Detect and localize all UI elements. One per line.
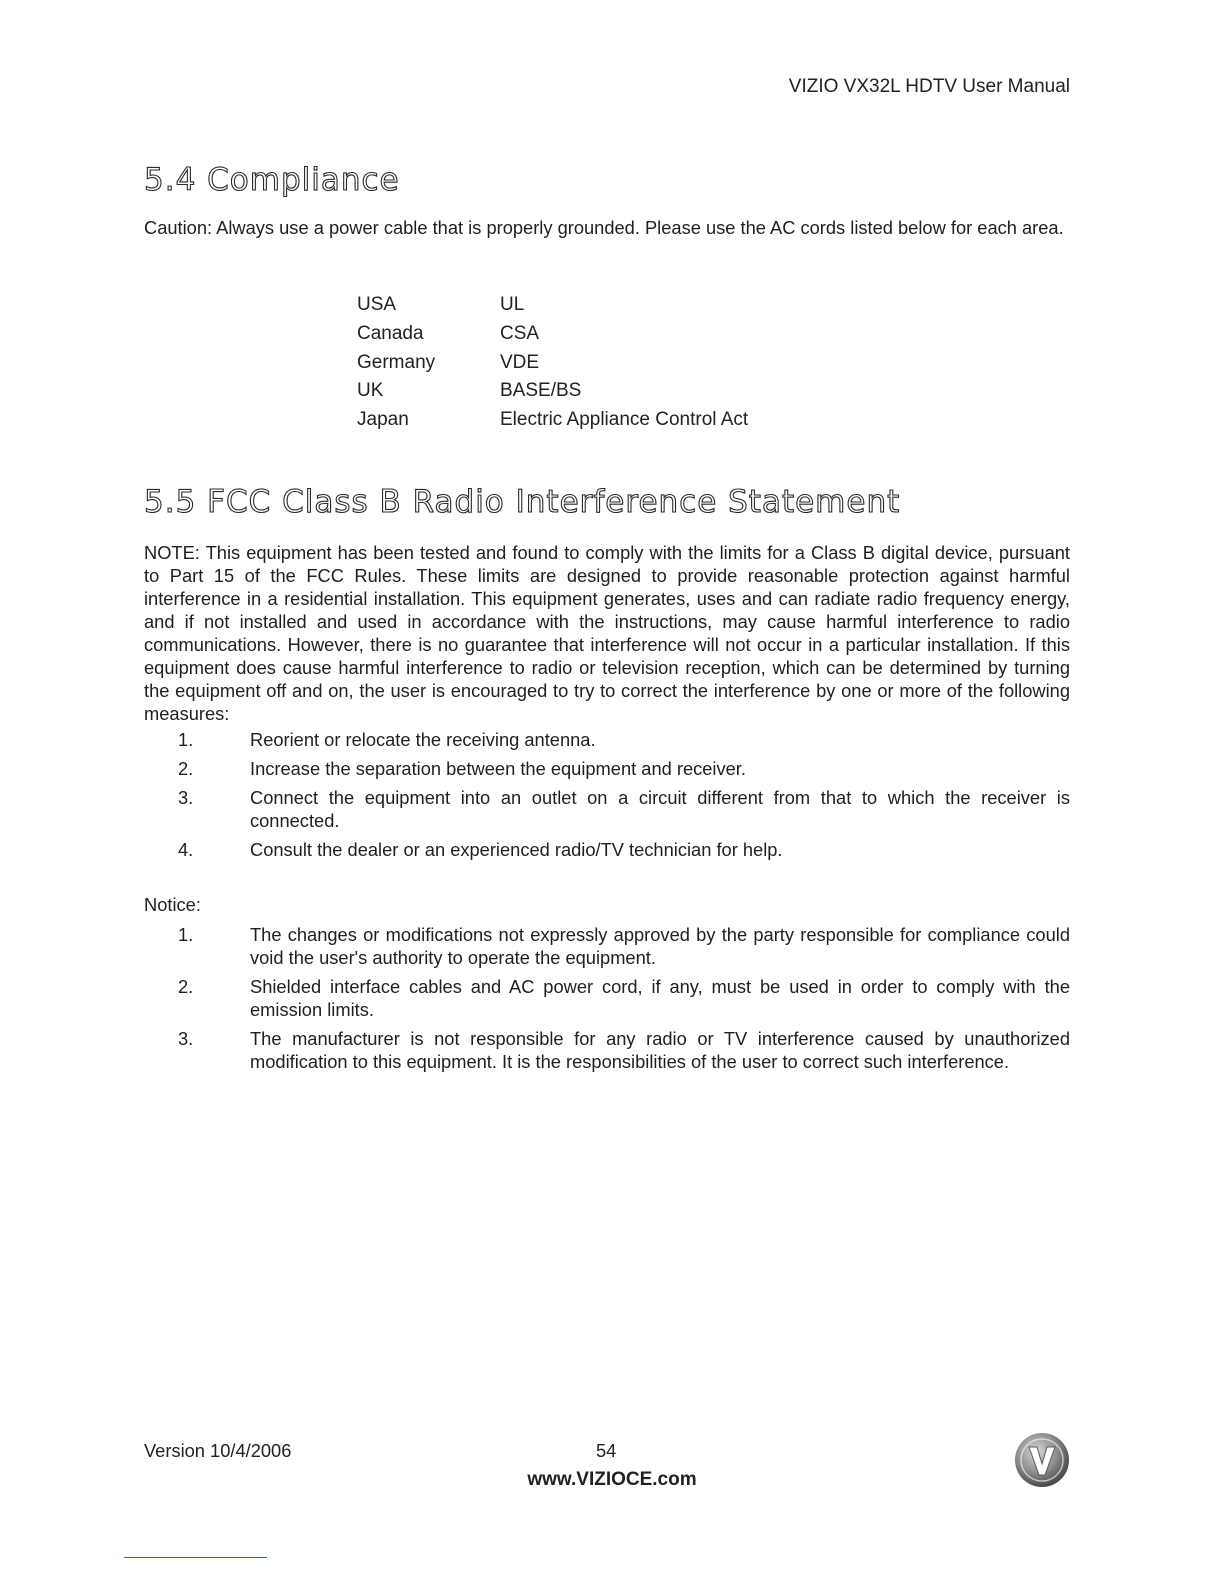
cord-region: Japan [357,409,409,431]
table-row [357,294,748,323]
cord-region: Canada [357,322,424,344]
list-item [144,1027,1070,1073]
table-row [357,323,748,352]
footer-version: Version 10/4/2006 [144,1440,292,1461]
footer-url: www.VIZIOCE.com [527,1469,697,1490]
list-text: Reorient or relocate the receiving antenna. [250,729,596,750]
table-row [357,380,748,409]
caution-paragraph: Caution: Always use a power cable that is properly grounded. Please use the AC cords listed below for each area. [144,217,1064,238]
fcc-note-paragraph: NOTE: This equipment has been tested and found to comply with the limits for a Class B digital device, pursuant to Part 15 of the FCC Rules. These limits are designed to provide reasonable protection against harmful interference in a residential installation. This equipment generates, uses and can radiate radio frequency energy, and if not installed and used in accordance with the instructions, may cause harmful interference to radio communications. However, there is no guarantee that interference will not occur in a particular installation. If this equipment does cause harmful interference to radio or television reception, which can be determined by turning the equipment off and on, the user is encouraged to try to correct the interference by one or more of the following measures: [144,542,1070,724]
list-item [144,975,1070,1021]
cord-standard: Electric Appliance Control Act [500,409,749,431]
list-text: Shielded interface cables and AC power cord, if any, must be used in order to comply with the emission limits. [250,976,1070,1020]
running-header: VIZIO VX32L HDTV User Manual [788,76,1070,97]
list-number: 2. [178,976,194,997]
cord-region: UK [357,380,384,402]
list-text: Consult the dealer or an experienced radio/TV technician for help. [250,839,783,860]
cord-standard: CSA [500,322,540,344]
list-text: The manufacturer is not responsible for any radio or TV interference caused by unauthorized modification to this equipment. It is the responsibilities of the user to correct such interference. [250,1028,1070,1072]
list-item [144,786,1070,832]
cord-region: Germany [357,351,436,373]
notice-label: Notice: [144,894,201,915]
cord-standard: VDE [500,351,540,373]
table-row [357,409,748,438]
list-text: The changes or modifications not expressly approved by the party responsible for compliance could void the user's authority to operate the equipment. [250,924,1070,968]
cord-standard: BASE/BS [500,380,582,402]
list-item [144,923,1070,969]
list-item [144,728,1070,751]
section-heading-compliance: 5.4 Compliance [144,162,400,198]
list-text: Increase the separation between the equipment and receiver. [250,758,746,779]
cord-standard: UL [500,294,525,315]
list-number: 1. [178,924,194,945]
page-number: 54 [596,1440,617,1461]
footnote-rule [124,1557,267,1558]
list-text: Connect the equipment into an outlet on a circuit different from that to which the receiver is connected. [250,787,1070,831]
list-item [144,757,1070,780]
list-number: 2. [178,758,194,779]
list-number: 3. [178,1028,194,1049]
vizio-logo-icon [1014,1432,1070,1488]
section-heading-fcc-statement: 5.5 FCC Class B Radio Interference Statement [144,484,901,520]
cord-region: USA [357,294,397,315]
measures-list [144,728,1070,867]
list-number: 3. [178,787,194,808]
list-number: 1. [178,729,194,750]
ac-cord-table [357,294,748,438]
table-row [357,352,748,381]
notices-list [144,923,1070,1079]
list-number: 4. [178,839,194,860]
list-item [144,838,1070,861]
